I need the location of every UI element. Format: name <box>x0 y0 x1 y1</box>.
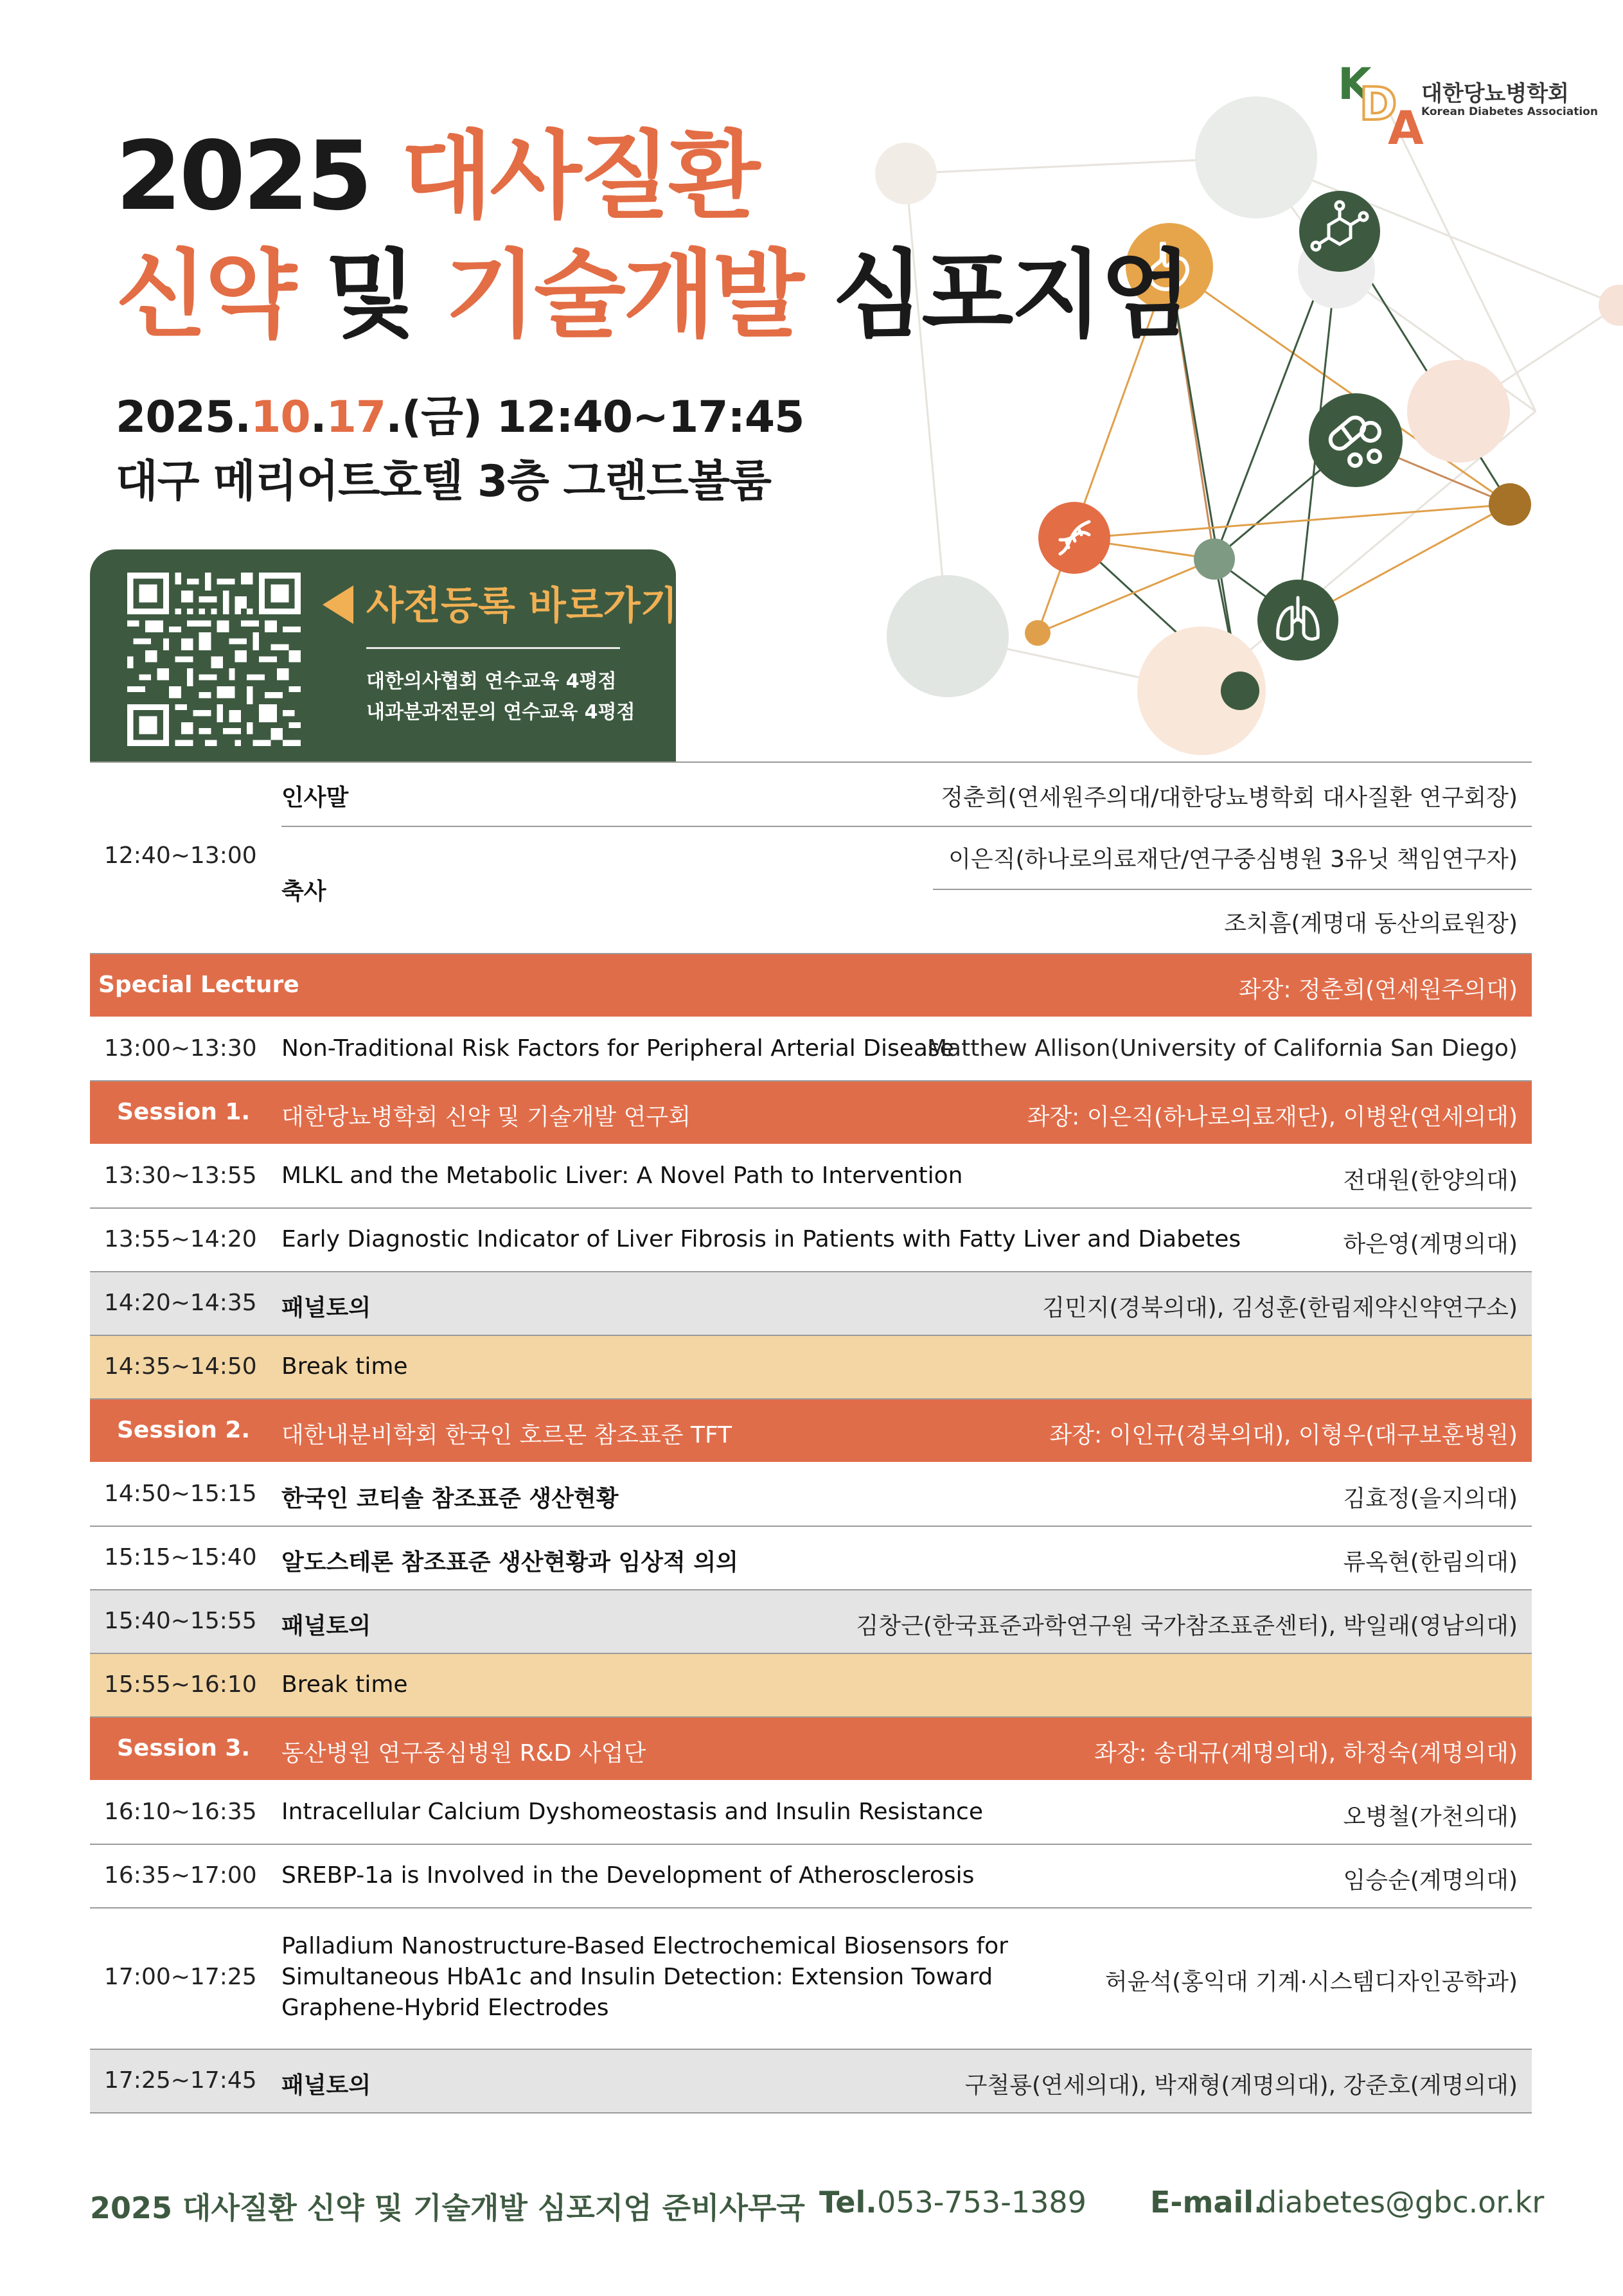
table-row <box>90 1909 1532 2050</box>
row-topic: 축사 <box>281 878 326 905</box>
section-header-session-3 <box>90 1718 1532 1781</box>
title-line-1 <box>116 121 758 231</box>
registration-link[interactable]: 사전등록 바로가기 <box>366 583 678 628</box>
row-time: 12:40~13:00 <box>104 842 257 869</box>
qr-code[interactable] <box>127 573 301 746</box>
row-topic: Early Diagnostic Indicator of Liver Fibrosis in Patients with Fatty Liver and Diabetes <box>281 1226 1241 1252</box>
section-chair: 좌장: 송대규(계명의대), 하정숙(계명의대) <box>1094 1740 1518 1766</box>
molecule-icon <box>1298 190 1381 273</box>
row-divider <box>281 826 1532 827</box>
row-time: 13:55~14:20 <box>104 1226 257 1252</box>
section-chair: 좌장: 정춘희(연세원주의대) <box>1238 977 1518 1003</box>
row-topic-line-2: Simultaneous HbA1c and Insulin Detection: Extension Toward <box>281 1964 993 1990</box>
table-row <box>90 1209 1532 1272</box>
title-symposium: 심포지엄 <box>832 240 1190 350</box>
row-time: 13:00~13:30 <box>104 1035 257 1062</box>
row-speaker: 조치흠(계명대 동산의료원장) <box>1224 911 1518 937</box>
row-topic: 알도스테론 참조표준 생산현황과 임상적 의의 <box>281 1549 738 1576</box>
date-month: 10 <box>251 392 310 443</box>
row-topic: Break time <box>281 1671 408 1698</box>
kda-logo <box>1338 59 1608 149</box>
row-topic-line-3: Graphene-Hybrid Electrodes <box>281 1995 609 2021</box>
table-row <box>90 1018 1532 1081</box>
row-time: 16:10~16:35 <box>104 1799 257 1825</box>
date-time: .(금) 12:40~17:45 <box>386 392 804 443</box>
row-speaker: 하은영(계명의대) <box>1343 1231 1518 1258</box>
svg-text:A: A <box>1388 101 1424 149</box>
row-topic-line-1: Palladium Nanostructure-Based Electrochemical Biosensors for <box>281 1933 1008 1959</box>
footer-email[interactable]: diabetes@gbc.or.kr <box>1258 2185 1545 2220</box>
row-topic: Intracellular Calcium Dyshomeostasis and Insulin Resistance <box>281 1799 983 1825</box>
schedule-table <box>90 761 1532 2114</box>
row-topic: Non-Traditional Risk Factors for Peripheral Arterial Disease <box>281 1035 954 1062</box>
logo-name-en: Korean Diabetes Association <box>1421 105 1598 118</box>
svg-text:K: K <box>1338 59 1372 110</box>
credit-kma: 대한의사협회 연수교육 4평점 <box>366 670 617 693</box>
title-year: 2025 <box>116 121 370 231</box>
section-chair: 좌장: 이은직(하나로의료재단), 이병완(연세의대) <box>1027 1104 1518 1130</box>
section-label: Session 3. <box>117 1735 251 1761</box>
row-divider <box>933 889 1532 890</box>
section-title: 동산병원 연구중심병원 R&D 사업단 <box>281 1740 646 1766</box>
table-row <box>90 1145 1532 1209</box>
table-row-opening <box>90 763 1532 954</box>
section-chair: 좌장: 이인규(경북의대), 이형우(대구보훈병원) <box>1049 1422 1518 1448</box>
footer-tel-label: Tel. <box>819 2185 877 2220</box>
row-topic: 인사말 <box>281 785 349 811</box>
row-speaker: 구철룡(연세의대), 박재형(계명의대), 강준호(계명의대) <box>964 2072 1518 2099</box>
row-time: 14:20~14:35 <box>104 1290 257 1316</box>
table-row-panel <box>90 1590 1532 1654</box>
row-time: 14:50~15:15 <box>104 1481 257 1507</box>
table-row-break <box>90 1654 1532 1718</box>
lungs-icon <box>1256 578 1340 662</box>
date-day: 17 <box>326 392 386 443</box>
title-accent-1: 대사질환 <box>400 121 758 231</box>
kda-logo-mark <box>1338 59 1434 149</box>
dna-icon <box>1038 501 1112 575</box>
row-speaker: Matthew Allison(University of California San Diego) <box>927 1035 1518 1062</box>
row-speaker: 김민지(경북의대), 김성훈(한림제약신약연구소) <box>1042 1295 1518 1321</box>
row-speaker: 허윤석(홍익대 기계·시스템디자인공학과) <box>1104 1969 1518 1995</box>
section-label: Special Lecture <box>98 972 299 998</box>
title-accent-3: 기술개발 <box>444 240 802 350</box>
event-date <box>116 382 804 445</box>
registration-box[interactable] <box>90 549 676 761</box>
row-topic: MLKL and the Metabolic Liver: A Novel Path to Intervention <box>281 1162 963 1189</box>
row-topic: 패널토의 <box>281 1295 371 1321</box>
row-speaker: 정춘희(연세원주의대/대한당뇨병학회 대사질환 연구회장) <box>941 785 1518 811</box>
pills-icon <box>1308 392 1404 488</box>
row-time: 15:15~15:40 <box>104 1544 257 1571</box>
date-year: 2025. <box>116 392 251 443</box>
row-time: 17:00~17:25 <box>104 1964 257 1990</box>
row-topic: 패널토의 <box>281 2072 371 2099</box>
row-speaker: 이은직(하나로의료재단/연구중심병원 3유닛 책임연구자) <box>948 846 1518 873</box>
section-label: Session 2. <box>117 1417 251 1443</box>
row-topic: 패널토의 <box>281 1613 371 1639</box>
footer-tel[interactable]: 053-753-1389 <box>877 2185 1086 2220</box>
title-conjunction: 및 <box>324 240 414 350</box>
section-title: 대한내분비학회 한국인 호르몬 참조표준 TFT <box>281 1422 732 1448</box>
row-speaker: 오병철(가천의대) <box>1343 1804 1518 1830</box>
row-topic: 한국인 코티솔 참조표준 생산현황 <box>281 1486 619 1512</box>
footer-org: 2025 대사질환 신약 및 기술개발 심포지엄 준비사무국 <box>90 2191 805 2225</box>
arrow-left-icon <box>323 585 353 624</box>
date-dot: . <box>310 392 326 443</box>
row-speaker: 김창근(한국표준과학연구원 국가참조표준센터), 박일래(영남의대) <box>856 1613 1518 1639</box>
divider <box>366 647 620 649</box>
row-time: 15:40~15:55 <box>104 1608 257 1634</box>
event-venue: 대구 메리어트호텔 3층 그랜드볼룸 <box>116 456 771 507</box>
table-row-panel <box>90 2050 1532 2114</box>
logo-name-ko: 대한당뇨병학회 <box>1421 81 1569 107</box>
row-time: 16:35~17:00 <box>104 1862 257 1889</box>
title-line-2 <box>116 240 1190 350</box>
section-header-session-2 <box>90 1400 1532 1463</box>
section-title: 대한당뇨병학회 신약 및 기술개발 연구회 <box>281 1104 691 1130</box>
table-row <box>90 1463 1532 1527</box>
table-row <box>90 1527 1532 1590</box>
row-speaker: 전대원(한양의대) <box>1343 1168 1518 1194</box>
svg-text:D: D <box>1360 78 1397 130</box>
row-time: 13:30~13:55 <box>104 1162 257 1189</box>
table-row <box>90 1781 1532 1845</box>
row-speaker: 임승순(계명의대) <box>1343 1867 1518 1894</box>
footer <box>90 2185 1545 2236</box>
row-speaker: 김효정(을지의대) <box>1343 1486 1518 1512</box>
section-header-special <box>90 954 1532 1018</box>
row-time: 14:35~14:50 <box>104 1353 257 1380</box>
credit-internal-medicine: 내과분과전문의 연수교육 4평점 <box>366 701 635 724</box>
footer-email-label: E-mail. <box>1150 2185 1265 2220</box>
row-topic: Break time <box>281 1353 408 1380</box>
network-graphic <box>835 64 1623 771</box>
row-topic: SREBP-1a is Involved in the Development of Atherosclerosis <box>281 1862 975 1889</box>
table-row-break <box>90 1336 1532 1400</box>
title-accent-2: 신약 <box>116 240 294 350</box>
section-label: Session 1. <box>117 1099 251 1125</box>
table-row <box>90 1845 1532 1909</box>
row-time: 17:25~17:45 <box>104 2067 257 2094</box>
table-row-panel <box>90 1272 1532 1336</box>
row-speaker: 류옥현(한림의대) <box>1343 1549 1518 1576</box>
row-time: 15:55~16:10 <box>104 1671 257 1698</box>
section-header-session-1 <box>90 1081 1532 1145</box>
